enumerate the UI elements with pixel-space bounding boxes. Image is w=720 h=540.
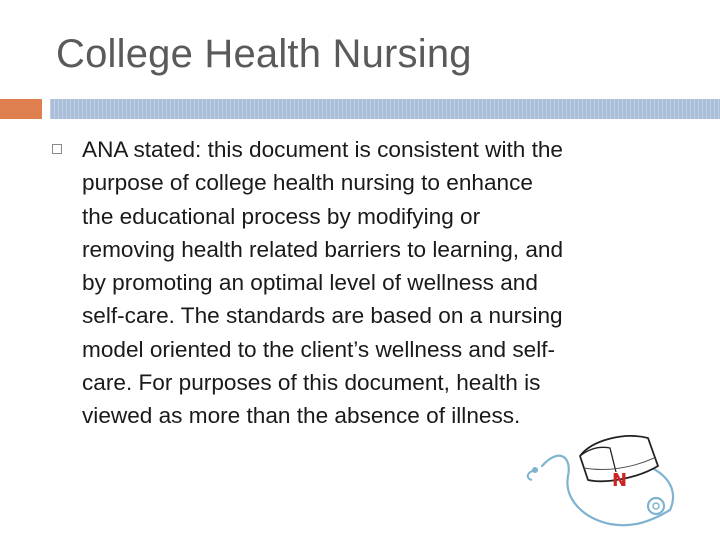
nurse-cap-stethoscope-icon xyxy=(520,418,700,536)
body-paragraph xyxy=(82,133,700,433)
body-line: self-care. The standards are based on a nursing xyxy=(82,303,563,329)
body-line: viewed as more than the absence of illness. xyxy=(82,403,521,429)
title-rule xyxy=(50,99,720,119)
body-line: ANA stated: this document is consistent with the xyxy=(82,137,563,162)
bullet-square-icon xyxy=(52,144,62,154)
body-line: care. For purposes of this document, health is xyxy=(82,370,541,396)
body-line: removing health related barriers to learning, and xyxy=(82,236,564,262)
body-line: the educational process by modifying or xyxy=(82,203,481,229)
cap-letter: N xyxy=(612,470,628,491)
body-line: purpose of college health nursing to enhance xyxy=(82,170,533,196)
body-line: by promoting an optimal level of wellness and xyxy=(82,270,538,296)
body-line: model oriented to the client’s wellness and self- xyxy=(82,336,556,362)
slide-title: College Health Nursing xyxy=(56,32,472,76)
accent-bar xyxy=(0,99,42,119)
